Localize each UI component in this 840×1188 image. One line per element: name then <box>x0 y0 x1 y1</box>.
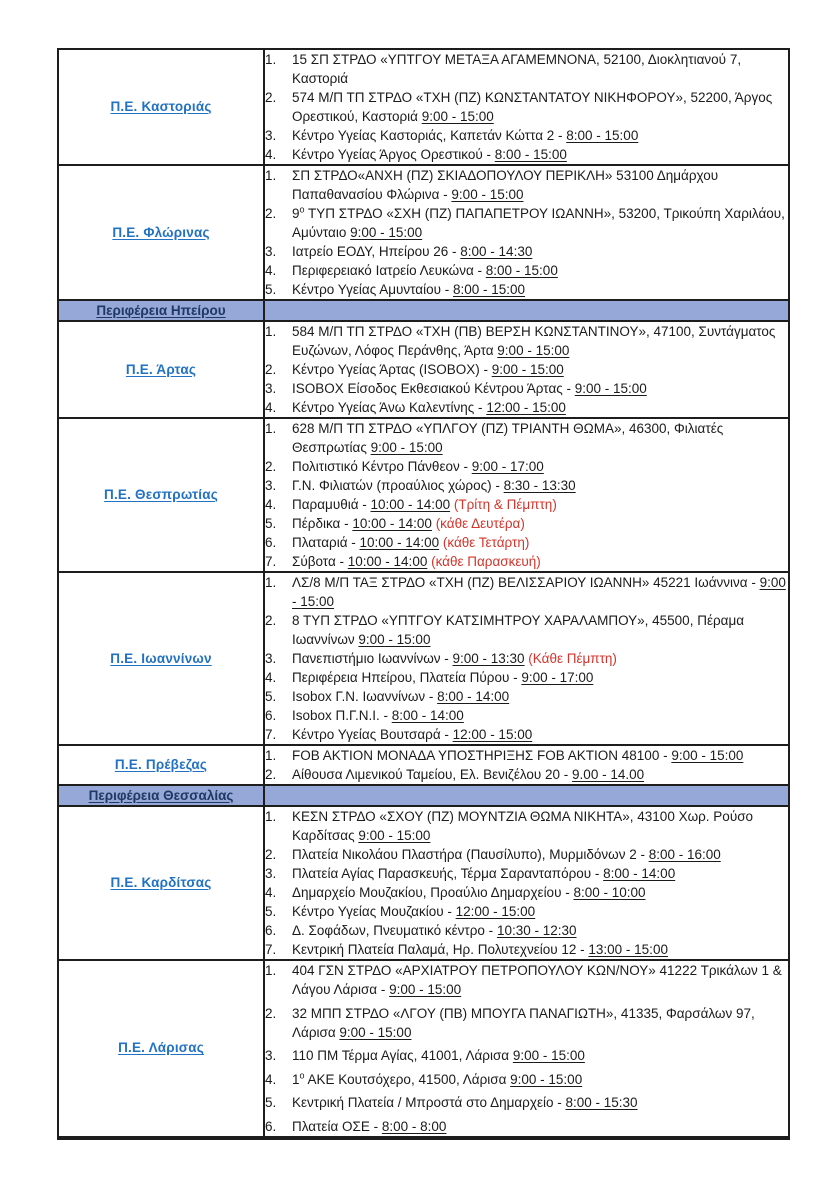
item-number: 4. <box>265 670 277 685</box>
opening-hours: 10:00 - 14:00 <box>370 497 451 512</box>
location-text: 628 Μ/Π ΤΠ ΣΤΡΔΟ «ΥΠΛΓΟΥ (ΠΖ) ΤΡΙΑΝΤΗ ΘΩΜΑ», 46300, Φιλιατές Θεσπρωτίας <box>292 421 724 455</box>
location-item <box>265 573 788 611</box>
item-text <box>292 1070 788 1089</box>
opening-hours: 12:00 - 15:00 <box>452 727 533 742</box>
location-text: 1 <box>292 1071 300 1087</box>
location-text: 404 ΓΣΝ ΣΤΡΔΟ «ΑΡΧΙΑΤΡΟΥ ΠΕΤΡΟΠΟΥΛΟΥ ΚΩΝ/ΝΟΥ» 41222 Τρικάλων 1 & Λάγου Λάρισα - <box>292 963 782 997</box>
item-text <box>292 379 788 398</box>
location-item <box>265 126 788 145</box>
opening-hours: 9.00 - 14.00 <box>572 767 645 782</box>
opening-hours: 9:00 - 15:00 <box>497 343 570 358</box>
location-item <box>265 1004 788 1042</box>
day-note: (Κάθε Πέμπτη) <box>524 651 617 666</box>
item-text <box>292 419 788 457</box>
location-item <box>265 261 788 280</box>
opening-hours: 10:00 - 14:00 <box>359 535 440 550</box>
item-number: 4. <box>265 263 277 278</box>
location-text: ΣΠ ΣΤΡΔΟ«ΑΝΧΗ (ΠΖ) ΣΚΙΑΔΟΠΟΥΛΟΥ ΠΕΡΙΚΛΗ» 53100 Δημάρχου Παπαθανασίου Φλώρινα - <box>292 168 719 202</box>
section-header-row <box>58 785 789 806</box>
locations-cell <box>264 49 789 165</box>
location-text: Αίθουσα Λιμενικού Ταμείου, Ελ. Βενιζέλου 20 - <box>292 767 573 782</box>
item-text <box>292 145 788 164</box>
item-number: 1. <box>265 575 277 590</box>
item-text <box>292 573 788 611</box>
location-item <box>265 552 788 571</box>
item-number: 3. <box>265 244 277 259</box>
location-item <box>265 649 788 668</box>
region-name-cell <box>58 418 264 572</box>
locations-cell <box>264 165 789 300</box>
location-item <box>265 765 788 784</box>
item-number: 6. <box>265 1118 277 1134</box>
location-text: 15 ΣΠ ΣΤΡΔΟ «ΥΠΤΓΟΥ ΜΕΤΑΞΑ ΑΓΑΜΕΜΝΟΝΑ, 52100, Διοκλητιανού 7, Καστοριά <box>292 52 742 86</box>
opening-hours: 8:00 - 16:00 <box>648 847 721 862</box>
item-text <box>292 552 788 571</box>
location-item <box>265 457 788 476</box>
day-note: (κάθε Παρασκευή) <box>427 554 541 569</box>
location-item <box>265 398 788 417</box>
location-item <box>265 379 788 398</box>
locations-cell <box>264 960 789 1138</box>
item-number: 4. <box>265 1071 277 1087</box>
location-text: Κέντρο Υγείας Άρτας (ISOBOX) - <box>292 362 492 377</box>
section-header-empty-cell <box>264 785 789 806</box>
item-text <box>292 845 788 864</box>
location-text: 8 ΤΥΠ ΣΤΡΔΟ «ΥΠΤΓΟΥ ΚΑΤΣΙΜΗΤΡΟΥ ΧΑΡΑΛΑΜΠΟΥ», 45500, Πέραμα Ιωαννίνων <box>292 613 745 647</box>
item-number: 6. <box>265 708 277 723</box>
item-number: 1. <box>265 963 277 978</box>
opening-hours: 9:00 - 15:00 <box>451 187 524 202</box>
region-row <box>58 572 789 745</box>
item-text <box>292 398 788 417</box>
item-text <box>292 706 788 725</box>
location-text: ΤΥΠ ΣΤΡΔΟ «ΣΧΗ (ΠΖ) ΠΑΠΑΠΕΤΡΟΥ ΙΩΑΝΝΗ», 53200, Τρικούπη Χαριλάου, Αμύνταιο <box>292 206 785 240</box>
opening-hours: 8:00 - 14:00 <box>391 708 464 723</box>
location-item <box>265 533 788 552</box>
location-text: Κέντρο Υγείας Άργος Ορεστικού - <box>292 147 495 162</box>
location-text: Σύβοτα - <box>292 554 348 569</box>
item-number: 1. <box>265 748 277 763</box>
vaccination-points-table <box>57 48 790 1140</box>
locations-cell <box>264 321 789 418</box>
item-text <box>292 126 788 145</box>
opening-hours: 9:00 - 15:00 <box>389 982 462 997</box>
location-item <box>265 902 788 921</box>
location-text: Isobox Π.Γ.Ν.Ι. - <box>292 708 392 723</box>
region-row <box>58 745 789 785</box>
item-number: 1. <box>265 324 277 339</box>
item-text <box>292 242 788 261</box>
opening-hours: 8:30 - 13:30 <box>503 478 576 493</box>
location-text: Κέντρο Υγείας Μουζακίου - <box>292 904 456 919</box>
opening-hours: 9:00 - 15:00 <box>512 1048 585 1063</box>
location-item <box>265 725 788 744</box>
item-number: 5. <box>265 904 277 919</box>
item-text <box>292 765 788 784</box>
location-item <box>265 419 788 457</box>
item-text <box>292 921 788 940</box>
item-number: 4. <box>265 885 277 900</box>
item-number: 3. <box>265 478 277 493</box>
location-item <box>265 668 788 687</box>
opening-hours: 9:00 - 15:00 <box>292 575 786 609</box>
item-text <box>292 902 788 921</box>
item-number: 3. <box>265 128 277 143</box>
item-number: 6. <box>265 923 277 938</box>
location-text: Παραμυθιά - <box>292 497 371 512</box>
day-note: (Τρίτη & Πέμπτη) <box>450 497 557 512</box>
item-number: 7. <box>265 554 277 569</box>
opening-hours: 8:00 - 15:30 <box>565 1095 638 1110</box>
opening-hours: 10:00 - 14:00 <box>352 516 432 531</box>
opening-hours: 9:00 - 13:30 <box>452 651 525 666</box>
location-text: Πολιτιστικό Κέντρο Πάνθεον - <box>292 459 472 474</box>
location-item <box>265 687 788 706</box>
opening-hours: 12:00 - 15:00 <box>486 400 566 415</box>
item-number: 5. <box>265 1095 277 1110</box>
location-text: Isobox Γ.Ν. Ιωαννίνων - <box>292 689 438 704</box>
location-text: 584 Μ/Π ΤΠ ΣΤΡΔΟ «ΤΧΗ (ΠΒ) ΒΕΡΣΗ ΚΩΝΣΤΑΝΤΙΝΟΥ», 47100, Συντάγματος Ευζώνων, Λόφος Περάνθης, Άρτα <box>292 324 776 358</box>
section-header-empty-cell <box>264 300 789 321</box>
item-text <box>292 261 788 280</box>
item-text <box>292 940 788 959</box>
item-number: 2. <box>265 1005 277 1021</box>
location-text: ISOBOX Είσοδος Εκθεσιακού Κέντρου Άρτας - <box>292 381 575 396</box>
opening-hours: 8:00 - 14:30 <box>460 244 533 259</box>
item-text <box>292 611 788 649</box>
location-item <box>265 242 788 261</box>
item-text <box>292 864 788 883</box>
region-row <box>58 49 789 165</box>
item-number: 2. <box>265 459 277 474</box>
location-item <box>265 514 788 533</box>
region-name-cell <box>58 745 264 785</box>
region-label-link[interactable]: Π.Ε. Φλώρινας <box>112 224 210 240</box>
item-text <box>292 457 788 476</box>
location-item <box>265 88 788 126</box>
opening-hours: 9:00 - 15:00 <box>421 109 494 124</box>
location-item <box>265 1046 788 1065</box>
location-item <box>265 845 788 864</box>
item-text <box>292 1117 788 1136</box>
item-number: 5. <box>265 282 277 297</box>
location-item <box>265 1070 788 1089</box>
item-number: 4. <box>265 400 277 415</box>
locations-cell <box>264 418 789 572</box>
location-text: Κέντρο Υγείας Βουτσαρά - <box>292 727 453 742</box>
location-item <box>265 145 788 164</box>
region-row <box>58 806 789 960</box>
table-body <box>58 49 789 1138</box>
item-number: 2. <box>265 362 277 377</box>
item-number: 2. <box>265 613 277 628</box>
opening-hours: 9:00 - 17:00 <box>471 459 544 474</box>
day-note: (κάθε Τετάρτη) <box>439 535 530 550</box>
location-text: Πέρδικα - <box>292 516 353 531</box>
item-text <box>292 204 788 242</box>
location-text: 110 ΠΜ Τέρμα Αγίας, 41001, Λάρισα <box>292 1048 513 1063</box>
location-text: Δ. Σοφάδων, Πνευματικό κέντρο - <box>292 923 497 938</box>
location-item <box>265 611 788 649</box>
item-number: 2. <box>265 767 277 782</box>
region-row <box>58 960 789 1138</box>
location-item <box>265 921 788 940</box>
location-text: Κέντρο Υγείας Άνω Καλεντίνης - <box>292 400 487 415</box>
location-text: FOB AKTION ΜΟΝΑΔΑ ΥΠΟΣΤΗΡΙΞΗΣ FOB AKTION 48100 - <box>292 748 672 763</box>
location-text: Περιφέρεια Ηπείρου, Πλατεία Πύρου - <box>292 670 522 685</box>
locations-cell <box>264 745 789 785</box>
location-text: ΑΚΕ Κουτσόχερο, 41500, Λάρισα <box>304 1071 511 1087</box>
location-item <box>265 746 788 765</box>
item-number: 3. <box>265 866 277 881</box>
item-number: 5. <box>265 689 277 704</box>
opening-hours: 8:00 - 10:00 <box>573 885 646 900</box>
location-text: ΛΣ/8 Μ/Π ΤΑΞ ΣΤΡΔΟ «ΤΧΗ (ΠΖ) ΒΕΛΙΣΣΑΡΙΟΥ ΙΩΑΝΝΗ» 45221 Ιωάννινα - <box>292 575 760 590</box>
item-text <box>292 166 788 204</box>
item-text <box>292 668 788 687</box>
region-label-link[interactable]: Π.Ε. Πρέβεζας <box>114 757 208 772</box>
item-text <box>292 1004 788 1042</box>
region-row <box>58 165 789 300</box>
item-number: 5. <box>265 516 277 531</box>
location-text: Κεντρική Πλατεία Παλαμά, Ηρ. Πολυτεχνείου 12 - <box>292 942 589 957</box>
region-label-link[interactable]: Π.Ε. Λάρισας <box>118 1040 204 1056</box>
opening-hours: 9:00 - 15:00 <box>491 362 564 377</box>
item-text <box>292 725 788 744</box>
location-item <box>265 360 788 379</box>
opening-hours: 9:00 - 15:00 <box>370 440 443 455</box>
item-text <box>292 280 788 299</box>
item-text <box>292 746 788 765</box>
item-text <box>292 807 788 845</box>
item-number: 2. <box>265 90 277 105</box>
location-text: Κέντρο Υγείας Καστοριάς, Καπετάν Κώττα 2 - <box>292 128 567 143</box>
opening-hours: 10:30 - 12:30 <box>496 923 577 938</box>
item-text <box>292 495 788 514</box>
location-text: Περιφερειακό Ιατρείο Λευκώνα - <box>292 263 486 278</box>
location-item <box>265 495 788 514</box>
item-number: 6. <box>265 535 277 550</box>
location-item <box>265 864 788 883</box>
location-text: 32 ΜΠΠ ΣΤΡΔΟ «ΛΓΟΥ (ΠΒ) ΜΠΟΥΓΑ ΠΑΝΑΓΙΩΤΗ», 41335, Φαρσάλων 97, Λάρισα <box>292 1005 755 1040</box>
location-text: Κέντρο Υγείας Αμυνταίου - <box>292 282 453 297</box>
region-name-cell <box>58 321 264 418</box>
location-item <box>265 280 788 299</box>
location-text: ο <box>299 204 305 215</box>
item-number: 4. <box>265 497 277 512</box>
item-number: 2. <box>265 847 277 862</box>
item-text <box>292 687 788 706</box>
location-text: Πλαταριά - <box>292 535 360 550</box>
item-text <box>292 533 788 552</box>
region-name-cell <box>58 49 264 165</box>
item-number: 1. <box>265 809 277 824</box>
region-label-link[interactable]: Π.Ε. Άρτας <box>125 361 197 377</box>
opening-hours: 9:00 - 15:00 <box>358 632 431 647</box>
item-text <box>292 649 788 668</box>
opening-hours: 8:00 - 14:00 <box>603 866 676 881</box>
region-label-link[interactable]: Π.Ε. Ιωαννίνων <box>110 650 212 666</box>
opening-hours: 8:00 - 15:00 <box>485 263 558 278</box>
location-text: 9 <box>292 206 300 221</box>
location-text: ΚΕΣΝ ΣΤΡΔΟ «ΣΧΟΥ (ΠΖ) ΜΟΥΝΤΖΙΑ ΘΩΜΑ ΝΙΚΗΤΑ», 43100 Χωρ. Ρούσο Καρδίτσας <box>292 809 754 843</box>
item-number: 7. <box>265 942 277 957</box>
location-item <box>265 807 788 845</box>
region-label-link[interactable]: Π.Ε. Θεσπρωτίας <box>104 487 218 502</box>
region-name-cell <box>58 806 264 960</box>
opening-hours: 9:00 - 17:00 <box>521 670 594 685</box>
locations-cell <box>264 572 789 745</box>
location-text: Πλατεία Νικολάου Πλαστήρα (Παυσίλυπο), Μυρμιδόνων 2 - <box>292 847 649 862</box>
section-header-row <box>58 300 789 321</box>
location-text: 574 Μ/Π ΤΠ ΣΤΡΔΟ «ΤΧΗ (ΠΖ) ΚΩΝΣΤΑΝΤΑΤΟΥ ΝΙΚΗΦΟΡΟΥ», 52200, Άργος Ορεστικού, Καστοριά <box>292 90 773 124</box>
item-number: 3. <box>265 381 277 396</box>
item-number: 1. <box>265 168 277 183</box>
item-text <box>292 1093 788 1112</box>
opening-hours: 8:00 - 14:00 <box>437 689 510 704</box>
item-text <box>292 1046 788 1065</box>
item-text <box>292 961 788 999</box>
region-row <box>58 418 789 572</box>
location-text: Γ.Ν. Φιλιατών (προαύλιος χώρος) - <box>292 478 504 493</box>
section-header-cell <box>58 785 264 806</box>
location-item <box>265 166 788 204</box>
location-item <box>265 883 788 902</box>
opening-hours: 8:00 - 15:00 <box>566 128 639 143</box>
region-row <box>58 321 789 418</box>
item-number: 3. <box>265 651 277 666</box>
location-text: Πλατεία Αγίας Παρασκευής, Τέρμα Σαρανταπόρου - <box>292 866 604 881</box>
location-item <box>265 50 788 88</box>
item-text <box>292 514 788 533</box>
section-header-label: Περιφέρεια Θεσσαλίας <box>88 787 234 803</box>
item-text <box>292 50 788 88</box>
location-text: Δημαρχείο Μουζακίου, Προαύλιο Δημαρχείου - <box>292 885 574 900</box>
item-text <box>292 883 788 902</box>
locations-cell <box>264 806 789 960</box>
opening-hours: 9:00 - 15:00 <box>350 225 423 240</box>
item-number: 7. <box>265 727 277 742</box>
region-name-cell <box>58 165 264 300</box>
opening-hours: 12:00 - 15:00 <box>455 904 536 919</box>
location-text: Κεντρική Πλατεία / Μπροστά στο Δημαρχείο - <box>292 1095 566 1110</box>
location-text: Πανεπιστήμιο Ιωαννίνων - <box>292 651 453 666</box>
section-header-cell <box>58 300 264 321</box>
day-note: (κάθε Δευτέρα) <box>431 516 525 531</box>
opening-hours: 8:00 - 8:00 <box>381 1118 447 1134</box>
item-text <box>292 88 788 126</box>
opening-hours: 8:00 - 15:00 <box>453 282 526 297</box>
item-text <box>292 322 788 360</box>
location-item <box>265 204 788 242</box>
item-text <box>292 360 788 379</box>
item-number: 2. <box>265 206 277 221</box>
region-label-link[interactable]: Π.Ε. Καστοριάς <box>110 99 212 114</box>
opening-hours: 8:00 - 15:00 <box>494 147 567 162</box>
region-label-link[interactable]: Π.Ε. Καρδίτσας <box>110 875 212 890</box>
item-text <box>292 476 788 495</box>
item-number: 4. <box>265 147 277 162</box>
location-item <box>265 476 788 495</box>
location-item <box>265 961 788 999</box>
item-number: 1. <box>265 52 277 67</box>
location-item <box>265 940 788 959</box>
location-text: Ιατρείο ΕΟΔΥ, Ηπείρου 26 - <box>292 244 461 259</box>
location-text: ο <box>299 1070 305 1080</box>
location-item <box>265 322 788 360</box>
opening-hours: 13:00 - 15:00 <box>588 942 668 957</box>
opening-hours: 9:00 - 15:00 <box>510 1071 583 1087</box>
opening-hours: 9:00 - 15:00 <box>574 381 647 396</box>
location-item <box>265 706 788 725</box>
item-number: 1. <box>265 421 277 436</box>
location-text: Πλατεία ΟΣΕ - <box>292 1118 382 1134</box>
opening-hours: 10:00 - 14:00 <box>347 554 428 569</box>
region-name-cell <box>58 572 264 745</box>
section-header-label: Περιφέρεια Ηπείρου <box>96 302 226 318</box>
location-item <box>265 1093 788 1112</box>
region-name-cell <box>58 960 264 1138</box>
opening-hours: 9:00 - 15:00 <box>339 1024 412 1040</box>
opening-hours: 9:00 - 15:00 <box>358 828 431 843</box>
location-item <box>265 1117 788 1136</box>
item-number: 3. <box>265 1048 277 1063</box>
opening-hours: 9:00 - 15:00 <box>671 748 744 763</box>
